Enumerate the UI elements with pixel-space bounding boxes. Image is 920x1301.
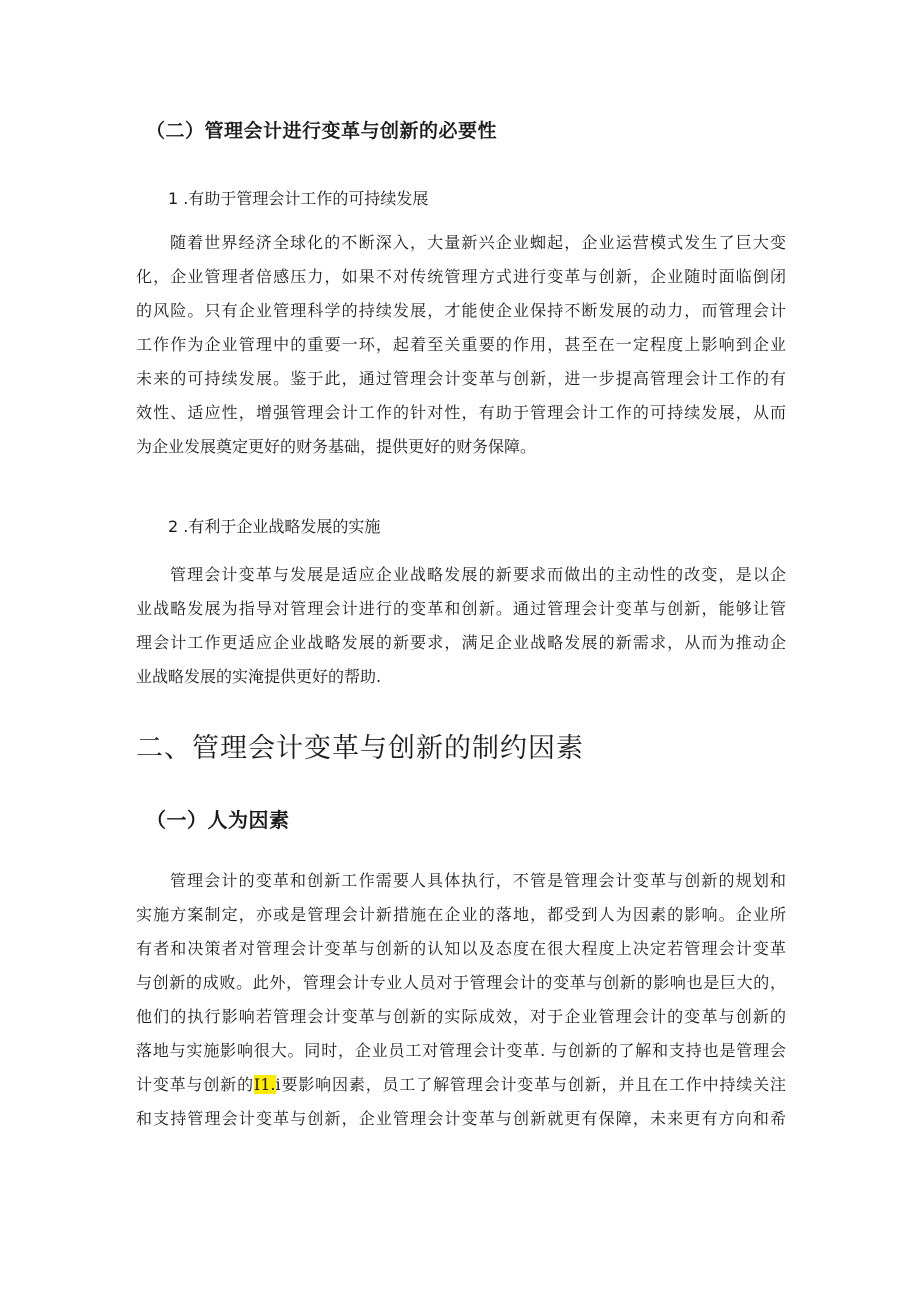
text-line: 为企业发展奠定更好的财务基础，提供更好的财务保障。 (136, 437, 537, 456)
text-line: 随着世界经济全球化的不断深入，大量新兴企业蜘起，企业运营模式发生了巨大变 (170, 233, 786, 252)
text-line: 工作作为企业管理中的重要一环，起着至关重要的作用，甚至在一定程度上影响到企业 (136, 335, 786, 354)
text-line: 落地与实施影响很大。同时，企业员工对管理会计变革. 与创新的了解和支持也是管理会 (136, 1041, 786, 1060)
text-line: 与创新的成败。此外，管理会计专业人员对于管理会计的变革与创新的影响也是巨大的， (136, 973, 786, 992)
text-line-highlighted (136, 1068, 786, 1102)
text-line: 管理会计变革与发展是适应企业战略发展的新要求而做出的主动性的改变，是以企 (170, 565, 786, 584)
text-segment: i要影响因素，员工了解管理会计变革与创新，并且在工作中持续关注 (275, 1075, 786, 1094)
chapter-heading-constraints: 二、管理会计变革与创新的制约因素 (136, 733, 584, 764)
paragraph-strategy-implementation (136, 558, 786, 694)
highlighted-text: I1. (253, 1075, 276, 1094)
text-line: 理会计工作更适应企业战略发展的新要求，满足企业战略发展的新需求，从而为推动企 (136, 633, 786, 652)
text-segment: 计变革与创新的 (136, 1075, 254, 1094)
paragraph-human-factors (136, 864, 786, 1136)
text-line: 管理会计的变革和创新工作需要人具体执行，不管是管理会计变革与创新的规划和 (170, 871, 786, 890)
text-line: 业战略发展的实淹提供更好的帮助. (136, 667, 382, 686)
subheading-strategy-implementation: 2 .有利于企业战略发展的实施 (168, 517, 381, 536)
text-line: 效性、适应性，增强管理会计工作的针对性，有助于管理会计工作的可持续发展，从而 (136, 403, 786, 422)
text-line: 实施方案制定，亦或是管理会计新措施在企业的落地，都受到人为因素的影响。企业所 (136, 905, 786, 924)
subheading-sustainable-development: 1 .有助于管理会计工作的可持续发展 (168, 189, 429, 208)
section-heading-human-factors: （一）人为因素 (146, 808, 290, 832)
section-heading-necessity: （二）管理会计进行变革与创新的必要性 (146, 120, 498, 142)
text-line: 他们的执行影响若管理会计变革与创新的实际成效，对于企业管理会计的变革与创新的 (136, 1007, 786, 1026)
text-line: 化，企业管理者倍感压力，如果不对传统管理方式进行变革与创新，企业随时面临倒闭 (136, 267, 786, 286)
text-line: 和支持管理会计变革与创新，企业管理会计变革与创新就更有保障，未来更有方向和希 (136, 1109, 786, 1128)
paragraph-sustainable-development (136, 226, 786, 464)
text-line: 的风险。只有企业管理科学的持续发展，才能使企业保持不断发展的动力，而管理会计 (136, 301, 786, 320)
text-line: 有者和决策者对管理会计变革与创新的认知以及态度在很大程度上决定若管理会计变革 (136, 939, 786, 958)
text-line: 业战略发展为指导对管理会计进行的变革和创新。通过管理会计变革与创新，能够让管 (136, 599, 786, 618)
text-line: 未来的可持续发展。鉴于此，通过管理会计变革与创新，进一步提高管理会计工作的有 (136, 369, 786, 388)
